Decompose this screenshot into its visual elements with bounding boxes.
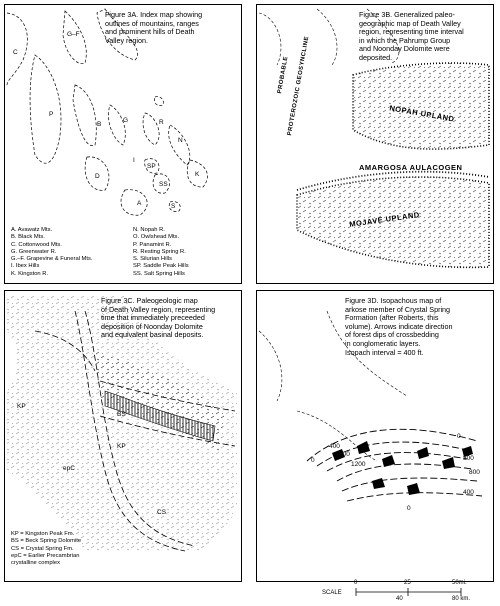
label-ss: SS xyxy=(159,181,168,188)
isopach-label-0-a: 0 xyxy=(311,457,315,464)
legend-panel-c: KP = Kingston Peak Fm. BS = Beck Spring Dolomite CS = Crystal Spring Fm. epC = Earlier Precambrian crystalline complex xyxy=(11,531,82,567)
legend-right: N. Nopah R. O. Owlshead Mts. P. Panamint R. R. Resting Spring R. S. Silurian Hills SP. Saddle Peak Hills SS. Salt Spring Hills xyxy=(133,227,189,277)
isopach-label-400-b: 400 xyxy=(463,489,474,496)
label-a: A xyxy=(137,200,142,207)
scale-tick-0: 0 xyxy=(354,580,358,586)
label-nopah-upland: NOPAH UPLAND xyxy=(388,103,456,124)
label-b: B xyxy=(97,121,102,128)
label-cs: CS xyxy=(157,509,167,516)
label-i: I xyxy=(133,157,135,164)
label-kp-south: KP xyxy=(117,443,126,450)
isopach-label-800-b: 800 xyxy=(463,455,474,462)
isopach-label-0-b: 0 xyxy=(457,433,461,440)
label-d: D xyxy=(95,173,100,180)
panel-figure-3c xyxy=(4,290,242,582)
panel-figure-3b xyxy=(256,4,494,284)
figure-3d-caption: Figure 3D. Isopachous map of arkose member of Crystal Spring Formation (after Roberts, this volume). Arrows indicate direction of forest dips of crossbedding in conglomeratic layers. Isopach interval = 400 ft. xyxy=(345,296,453,357)
isopach-label-800-c: 800 xyxy=(469,469,480,476)
isopach-label-800-a: 800 xyxy=(339,451,350,458)
scale-label: SCALE xyxy=(322,590,342,596)
label-s: S xyxy=(171,203,176,210)
scale-tick-40: 40 xyxy=(396,596,403,602)
label-kp-west: KP xyxy=(17,403,26,410)
label-c: C xyxy=(13,49,18,56)
label-n: N xyxy=(178,137,183,144)
figure-3c-caption: Figure 3C. Paleogeologic map of Death Valley region, representing time that immediately preceeded deposition of Noonday Dolomite and equivalent basinal deposits. xyxy=(101,296,216,340)
panel-figure-3a xyxy=(4,4,242,284)
label-amargosa-aulacogen: AMARGOSA AULACOGEN xyxy=(359,163,463,172)
label-gf: G–F xyxy=(67,31,80,38)
scale-tick-80km: 80 km. xyxy=(452,596,471,602)
label-g: G xyxy=(123,117,129,124)
figure-3a-caption: Figure 3A. Index map showing outlines of mountains, ranges and prominent hills of Death Valley region. xyxy=(105,10,203,45)
label-bs: BS xyxy=(117,411,126,418)
isopach-label-0-c: 0 xyxy=(407,505,411,512)
nopah-upland-area xyxy=(353,63,489,149)
label-k: K xyxy=(195,171,200,178)
panel-figure-3d xyxy=(256,290,494,582)
scale-tick-25: 25 xyxy=(404,580,411,586)
isopach-label-400-a: 400 xyxy=(329,443,340,450)
label-probable: PROBABLE xyxy=(277,55,290,95)
label-epc: epC xyxy=(63,465,75,472)
figure-3b-caption: Figure 3B. Generalized paleo- geographic map of Death Valley region, representing time interval in which the Pahrump Group and Noonday Dolomite were deposited. xyxy=(359,10,464,62)
label-proterozoic-geosyncline: PROTEROZOIC GEOSYNCLINE xyxy=(287,35,311,137)
label-mojave-upland: MOJAVE UPLAND xyxy=(348,210,421,229)
scale-tick-50mi: 50mi. xyxy=(452,580,467,586)
legend-left: A. Avawatz Mts. B. Black Mts. C. Cottonwood Mts. G. Greenwater R. G.–F. Grapevine & Funeral Mts. I. Ibex Hills K. Kingston R. xyxy=(11,227,93,277)
label-p: P xyxy=(49,111,54,118)
label-sp: SP xyxy=(147,163,156,170)
label-r: R xyxy=(159,119,164,126)
isopach-label-1200: 1200 xyxy=(351,461,366,468)
scale-bar xyxy=(316,580,496,604)
